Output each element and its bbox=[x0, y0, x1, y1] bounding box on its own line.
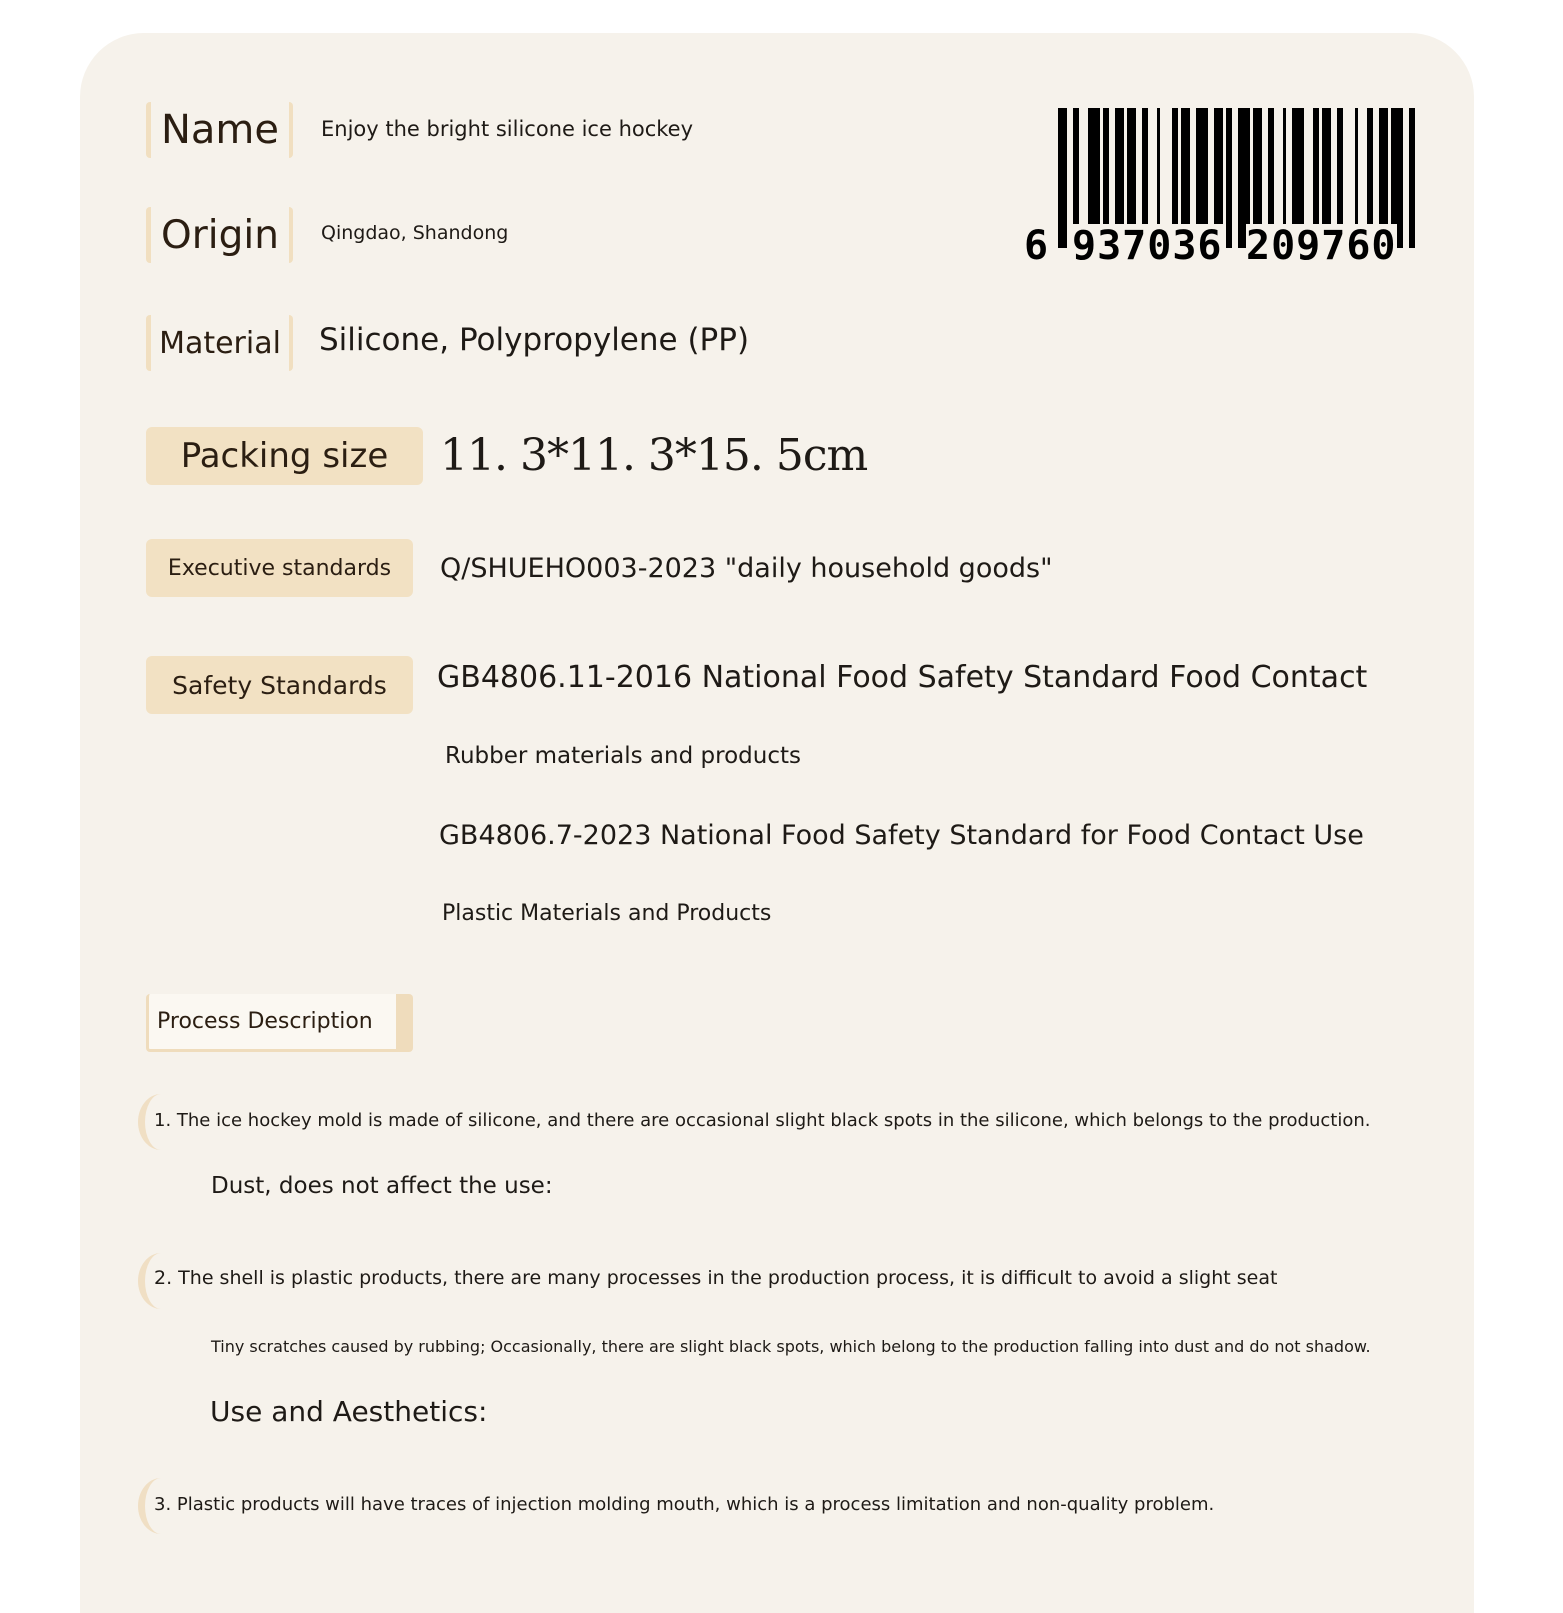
material-value: Silicone, Polypropylene (PP) bbox=[319, 322, 750, 358]
executive-standards-label: Executive standards bbox=[146, 539, 413, 597]
barcode-left-digits: 937036 bbox=[1072, 223, 1223, 269]
process-item-continuation: Use and Aesthetics: bbox=[210, 1395, 488, 1428]
process-item-continuation: Tiny scratches caused by rubbing; Occasionally, there are slight black spots, which belong to the production falling into dust and do not shadow. bbox=[211, 1337, 1371, 1356]
process-item: 1. The ice hockey mold is made of silicone, and there are occasional slight black spots in the silicone, which belongs to the production. bbox=[154, 1110, 1371, 1131]
packing-size-value: 11. 3*11. 3*15. 5cm bbox=[440, 430, 868, 481]
barcode-bar bbox=[1226, 108, 1232, 248]
barcode bbox=[1022, 106, 1422, 268]
process-item: 3. Plastic products will have traces of injection molding mouth, which is a process limitation and non-quality problem. bbox=[154, 1494, 1215, 1515]
process-description-label: Process Description bbox=[146, 994, 413, 1052]
safety-standards-label: Safety Standards bbox=[146, 656, 413, 714]
barcode-right-digits: 209760 bbox=[1246, 223, 1397, 269]
origin-value: Qingdao, Shandong bbox=[321, 222, 509, 244]
executive-standards-value: Q/SHUEHO003-2023 "daily household goods" bbox=[440, 553, 1053, 584]
safety-line: Plastic Materials and Products bbox=[442, 901, 772, 926]
packing-size-label: Packing size bbox=[146, 427, 423, 485]
origin-label: Origin bbox=[146, 207, 293, 263]
barcode-bar bbox=[1409, 108, 1415, 248]
barcode-first-digit: 6 bbox=[1024, 223, 1050, 269]
process-item: 2. The shell is plastic products, there are many processes in the production process, it is difficult to avoid a slight seat bbox=[154, 1267, 1278, 1289]
material-label: Material bbox=[146, 315, 293, 371]
safety-line: Rubber materials and products bbox=[445, 743, 801, 769]
name-value: Enjoy the bright silicone ice hockey bbox=[321, 117, 694, 141]
name-label: Name bbox=[146, 102, 293, 158]
process-item-continuation: Dust, does not affect the use: bbox=[211, 1173, 553, 1199]
safety-line: GB4806.7-2023 National Food Safety Standard for Food Contact Use bbox=[439, 820, 1364, 851]
barcode-bar bbox=[1058, 108, 1067, 248]
safety-line: GB4806.11-2016 National Food Safety Standard Food Contact bbox=[437, 660, 1368, 695]
